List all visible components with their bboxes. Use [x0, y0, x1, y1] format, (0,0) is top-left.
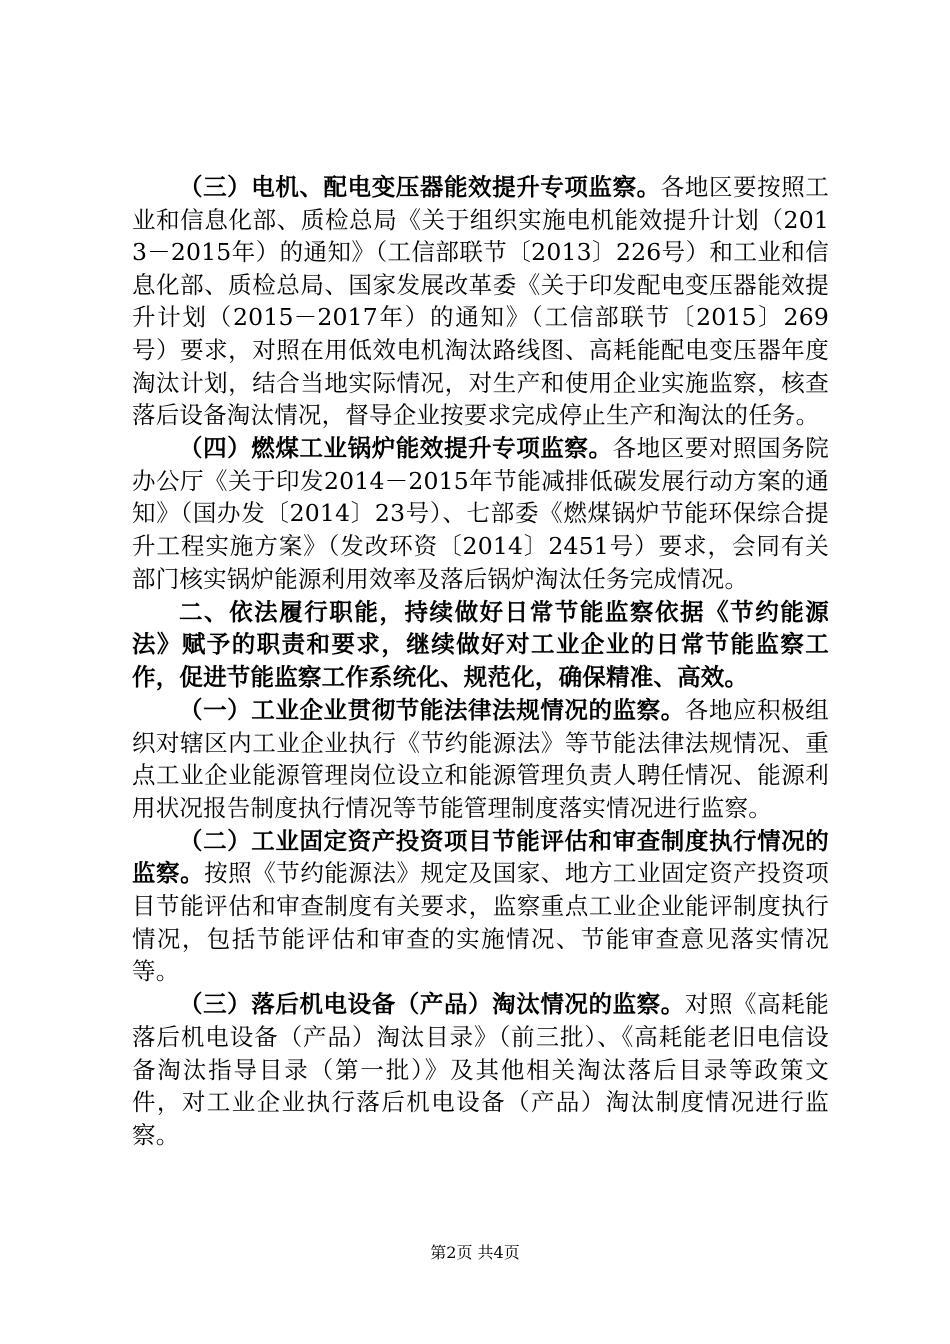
paragraph-obsolete-equipment	[132, 988, 829, 1151]
paragraph-coal-boiler	[132, 432, 829, 595]
paragraph-text: 各地区要按照工业和信息化部、质检总局《关于组织实施电机能效提升计划（2013－2015年）的通知》（工信部联节〔2013〕226号）和工业和信息化部、质检总局、国家发展改革委《关于印发配电变压器能效提升计划（2015－2017年）的通知》（工信部联节〔2015〕269号）要求，对照在用低效电机淘汰路线图、高耗能配电变压器年度淘汰计划，结合当地实际情况，对生产和使用企业实施监察，核查落后设备淘汰情况，督导企业按要求完成停止生产和淘汰的任务。	[132, 173, 829, 430]
paragraph-text: 对照《高耗能落后机电设备（产品）淘汰目录》（前三批）、《高耗能老旧电信设备淘汰指导目录（第一批）》及其他相关淘汰落后目录等政策文件，对工业企业执行落后机电设备（产品）淘汰制度情况进行监察。	[132, 990, 830, 1149]
paragraph-heading: （四）燃煤工业锅炉能效提升专项监察。	[179, 434, 613, 463]
section-heading-daily-supervision	[132, 596, 829, 694]
paragraph-text: 各地应积极组织对辖区内工业企业执行《节约能源法》等节能法律法规情况、重点工业企业能源管理岗位设立和能源管理负责人聘任情况、能源利用状况报告制度执行情况等节能管理制度落实情况进行监察。	[132, 696, 830, 822]
page-footer: 第2页 共4页	[430, 1243, 520, 1262]
paragraph-heading: （一）工业企业贯彻节能法律法规情况的监察。	[179, 696, 685, 724]
paragraph-text: 按照《节约能源法》规定及国家、地方工业固定资产投资项目节能评估和审查制度有关要求，监察重点工业企业能评制度执行情况，包括节能评估和审查的实施情况、节能审查意见落实情况等。	[132, 859, 829, 986]
paragraph-text: 各地区要对照国务院办公厅《关于印发2014－2015年节能减排低碳发展行动方案的通知》（国办发〔2014〕23号）、七部委《燃煤锅炉节能环保综合提升工程实施方案》（发改环资〔2014〕2451号）要求，会同有关部门核实锅炉能源利用效率及落后锅炉淘汰任务完成情况。	[132, 434, 829, 593]
paragraph-heading: （三）电机、配电变压器能效提升专项监察。	[179, 173, 661, 201]
paragraph-law-compliance	[132, 694, 829, 824]
document-body	[132, 171, 829, 1151]
paragraph-heading: （二）工业固定资产投资项目节能评估和审查制度执行情况的监察。	[132, 826, 829, 888]
paragraph-motor-transformer	[132, 171, 829, 432]
paragraph-investment-review	[132, 825, 829, 988]
paragraph-heading: 二、依法履行职能，持续做好日常节能监察依据《节约能源法》赋予的职责和要求，继续做好对工业企业的日常节能监察工作，促进节能监察工作系统化、规范化，确保精准、高效。	[132, 597, 829, 691]
paragraph-heading: （三）落后机电设备（产品）淘汰情况的监察。	[179, 990, 685, 1019]
